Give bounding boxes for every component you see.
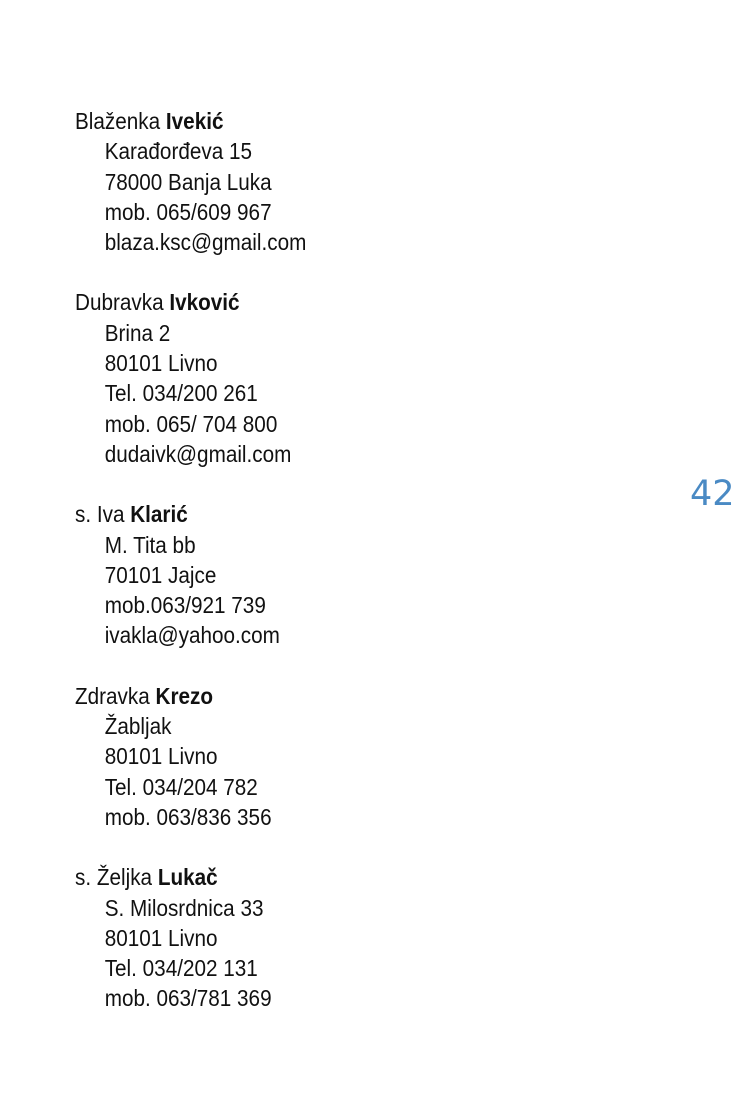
telephone: Tel. 034/200 261 xyxy=(104,380,258,407)
first-name: s. Iva xyxy=(75,501,125,528)
mobile-phone: mob. 063/836 356 xyxy=(104,803,272,830)
street-address: Brina 2 xyxy=(104,319,171,346)
surname: Krezo xyxy=(155,682,214,709)
contact-entry xyxy=(75,681,635,832)
contact-entry xyxy=(75,106,635,257)
mobile-phone: mob. 065/609 967 xyxy=(104,198,272,225)
page-number: 42 xyxy=(690,474,735,514)
street-address: Žabljak xyxy=(104,713,172,740)
contact-entry xyxy=(75,287,635,469)
contact-name xyxy=(75,287,579,317)
contact-name xyxy=(75,681,579,711)
postal-city: 78000 Banja Luka xyxy=(104,168,272,195)
postal-city: 70101 Jajce xyxy=(104,561,217,588)
mobile-phone: mob. 063/781 369 xyxy=(104,985,272,1012)
surname: Klarić xyxy=(130,501,188,528)
contact-directory xyxy=(75,106,635,1044)
surname: Ivković xyxy=(169,289,240,316)
postal-city: 80101 Livno xyxy=(104,924,218,951)
contact-name xyxy=(75,499,579,529)
street-address: S. Milosrdnica 33 xyxy=(104,894,264,921)
mobile-phone: mob. 065/ 704 800 xyxy=(104,410,278,437)
contact-entry xyxy=(75,862,635,1013)
contact-name xyxy=(75,106,579,136)
telephone: Tel. 034/204 782 xyxy=(104,773,258,800)
mobile-phone: mob.063/921 739 xyxy=(104,592,266,619)
street-address: M. Tita bb xyxy=(104,531,196,558)
postal-city: 80101 Livno xyxy=(104,350,218,377)
first-name: s. Željka xyxy=(75,864,153,891)
telephone: Tel. 034/202 131 xyxy=(104,955,258,982)
first-name: Dubravka xyxy=(75,289,164,316)
contact-name xyxy=(75,862,579,892)
street-address: Karađorđeva 15 xyxy=(104,138,253,165)
contact-entry xyxy=(75,499,635,650)
surname: Lukač xyxy=(157,864,218,891)
first-name: Blaženka xyxy=(75,108,161,134)
email-address: blaza.ksc@gmail.com xyxy=(104,229,307,256)
email-address: dudaivk@gmail.com xyxy=(104,440,292,467)
first-name: Zdravka xyxy=(75,682,150,709)
postal-city: 80101 Livno xyxy=(104,743,218,770)
surname: Ivekić xyxy=(165,108,224,134)
email-address: ivakla@yahoo.com xyxy=(104,622,280,649)
